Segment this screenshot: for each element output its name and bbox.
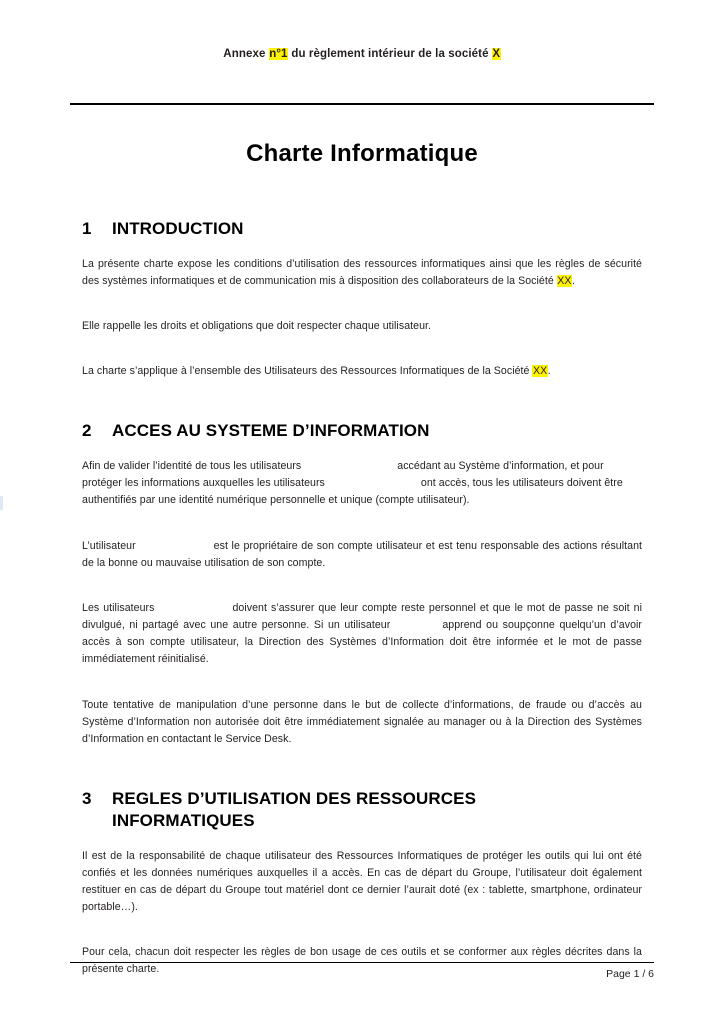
paragraph-1-1-text: La présente charte expose les conditions d’utilisation des ressources informatiques ainsi que les règles de sécurité des systèmes informatiques et de communication mis à disposition des collaborateurs de la Société — [82, 257, 642, 287]
paragraph-2-3-part-1: Les utilisateurs — [82, 601, 155, 614]
paragraph-2-1-part-3: ont accès, tous les utilisateurs doivent être authentifiés par une identité numérique personnelle et unique (compte utilisateur). — [82, 477, 623, 507]
document-body — [82, 218, 642, 978]
section-heading-2 — [82, 420, 642, 442]
section-title-2: ACCES AU SYSTEME D’INFORMATION — [112, 421, 430, 441]
paragraph-2-1-part-2: accédant au Système d’information, et pour protéger les informations auxquelles les utilisateurs — [82, 460, 604, 490]
paragraph-2-4 — [82, 697, 642, 748]
paragraph-2-2-part-1: L’utilisateur — [82, 539, 136, 552]
paragraph-2-4-text: Toute tentative de manipulation d’une personne dans le but de collecte d’informations, de fraude ou d’accès au Système d’Information non autorisée doit être immédiatement signalée au manager ou à la Direction des Systèmes d’Information en contactant le Service Desk. — [82, 698, 642, 745]
document-header — [0, 48, 724, 60]
paragraph-2-3-part-3: apprend ou soupçonne quelqu’un d’avoir accès à son compte utilisateur, la Direction des Systèmes d’Information doit être informée et le mot de passe immédiatement réinitialisé. — [82, 619, 642, 666]
section-number-3: 3 — [82, 789, 92, 808]
paragraph-2-3-part-2: doivent s’assurer que leur compte reste personnel et que le mot de passe ne soit ni divulgué, ni partagé avec une autre personne. Si un utilisateur — [82, 601, 643, 632]
section-title-1: INTRODUCTION — [112, 219, 244, 238]
paragraph-1-1-tail: . — [572, 274, 576, 287]
paragraph-2-1-part-1: Afin de valider l’identité de tous les utilisateurs — [82, 460, 302, 473]
section-heading-1 — [82, 218, 642, 240]
paragraph-1-2-text: Elle rappelle les droits et obligations que doit respecter chaque utilisateur. — [82, 320, 431, 333]
section-number-1: 1 — [82, 219, 92, 238]
paragraph-1-3-highlight: XX — [532, 365, 548, 378]
paragraph-1-3 — [82, 363, 642, 380]
paragraph-1-3-tail: . — [547, 365, 551, 378]
paragraph-1-3-text: La charte s’applique à l’ensemble des Utilisateurs des Ressources Informatiques de la Société — [82, 365, 533, 378]
page-title: Charte Informatique — [246, 140, 478, 167]
paragraph-2-1 — [82, 458, 642, 509]
paragraph-1-1-highlight: XX — [557, 274, 572, 287]
header-highlight-annex-number: n°1 — [269, 48, 288, 60]
footer-divider-rule — [70, 962, 654, 963]
scan-artifact — [0, 496, 3, 510]
header-divider-rule — [70, 103, 654, 105]
paragraph-2-2-part-2: est le propriétaire de son compte utilisateur et est tenu responsable des actions résultant de la bonne ou mauvaise utilisation de son compte. — [82, 539, 642, 569]
paragraph-1-1 — [82, 256, 642, 290]
section-heading-3 — [82, 788, 642, 832]
paragraph-1-2 — [82, 318, 642, 335]
paragraph-2-3 — [82, 600, 642, 669]
page-number-footer: Page 1 / 6 — [606, 968, 654, 980]
paragraph-3-1-text: Il est de la responsabilité de chaque utilisateur des Ressources Informatiques de protéger les outils qui lui ont été confiés et les données numériques auxquelles il a accès. En cas de départ du Groupe, l’utilisateur doit également restituer en cas de départ du Groupe tout matériel dont ce dernier l’aurait doté (ex : tablette, smartphone, ordinateur portable…). — [82, 849, 642, 913]
header-prefix-text: Annexe — [223, 48, 269, 60]
paragraph-2-2 — [82, 538, 642, 572]
header-middle-text: du règlement intérieur de la société — [288, 48, 492, 60]
paragraph-3-1 — [82, 848, 642, 917]
paragraph-3-2-text: Pour cela, chacun doit respecter les règles de bon usage de ces outils et se conformer aux règles décrites dans la présente charte. — [82, 946, 642, 976]
header-highlight-company: X — [492, 48, 501, 60]
section-number-2: 2 — [82, 421, 92, 441]
section-title-3-line-1: REGLES D’UTILISATION DES RESSOURCES — [112, 789, 477, 808]
section-title-3-line-2: INFORMATIQUES — [112, 810, 255, 830]
